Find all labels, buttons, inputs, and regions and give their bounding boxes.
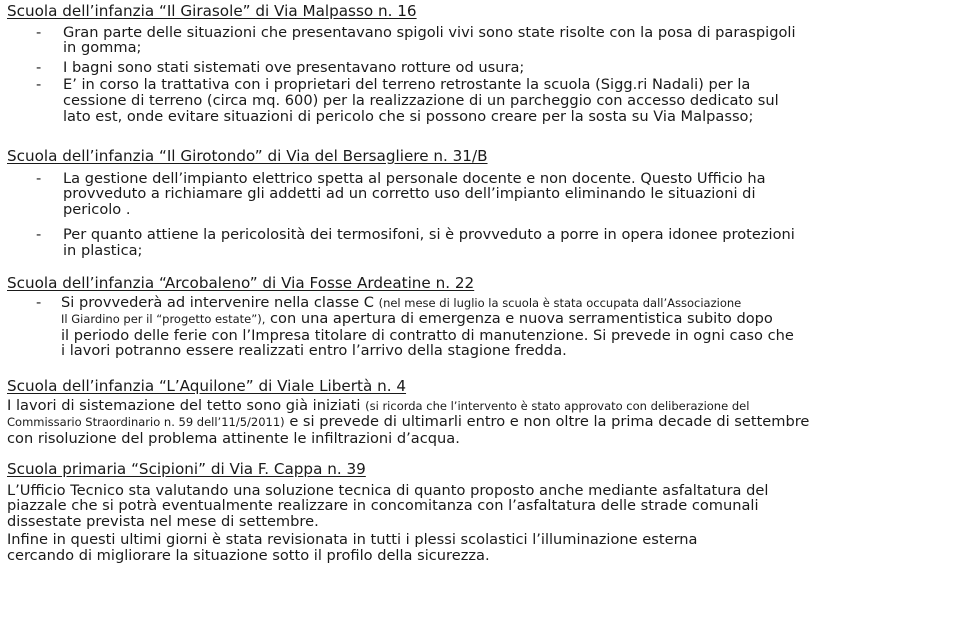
- list-item: [7, 171, 939, 218]
- item-line: lato est, onde evitare situazioni di pericolo che si possono creare per la sosta su Via Malpasso;: [63, 107, 754, 125]
- item-line: in gomma;: [63, 39, 142, 57]
- paragraph: [7, 398, 939, 447]
- para-line: Infine in questi ultimi giorni è stata revisionata in tutti i plessi scolastici l’illuminazione esterna: [7, 531, 698, 549]
- section-heading: Scuola primaria “Scipioni” di Via F. Cappa n. 39: [7, 460, 366, 478]
- para-note: Commissario Straordinario n. 59 dell’11/5/2011): [7, 415, 285, 430]
- section-girasole: [7, 4, 939, 124]
- bullet-dash: -: [36, 76, 42, 94]
- item-line: I bagni sono stati sistemati ove presentavano rotture od usura;: [63, 58, 525, 76]
- item-note: Il Giardino per il “progetto estate”),: [61, 312, 266, 327]
- item-text: con una apertura di emergenza e nuova serramentistica subito dopo: [270, 310, 773, 328]
- item-line: cessione di terreno (circa mq. 600) per la realizzazione di un parcheggio con accesso dedicato sul: [63, 91, 779, 109]
- section-heading: Scuola dell’infanzia “L’Aquilone” di Viale Libertà n. 4: [7, 377, 407, 395]
- para-text: e si prevede di ultimarli entro e non oltre la prima decade di settembre: [289, 413, 810, 431]
- item-text: Si provvederà ad intervenire nella classe C: [61, 293, 374, 311]
- section-heading: Scuola dell’infanzia “Arcobaleno” di Via Fosse Ardeatine n. 22: [7, 274, 475, 292]
- item-line: in plastica;: [63, 241, 143, 259]
- item-line: i lavori potranno essere realizzati entro l’arrivo della stagione fredda.: [61, 342, 567, 360]
- list-item: [7, 295, 939, 359]
- item-line: [61, 311, 939, 328]
- item-line: pericolo .: [63, 200, 131, 218]
- section-heading: Scuola dell’infanzia “Il Girotondo” di Via del Bersagliere n. 31/B: [7, 147, 488, 165]
- para-note: (si ricorda che l’intervento è stato approvato con deliberazione del: [365, 398, 750, 413]
- item-line: Gran parte delle situazioni che presentavano spigoli vivi sono state risolte con la posa di paraspigoli: [63, 23, 796, 41]
- para-text: I lavori di sistemazione del tetto sono già iniziati: [7, 396, 361, 414]
- section-heading: Scuola dell’infanzia “Il Girasole” di Via Malpasso n. 16: [7, 2, 417, 20]
- list-item: [7, 60, 939, 76]
- item-note: (nel mese di luglio la scuola è stata occupata dall’Associazione: [378, 295, 742, 310]
- list-item: [7, 77, 939, 124]
- section-scipioni: [7, 462, 939, 564]
- paragraph: [7, 532, 939, 563]
- para-line: dissestate prevista nel mese di settembre.: [7, 512, 319, 530]
- para-line: con risoluzione del problema attinente le infiltrazioni d’acqua.: [7, 429, 460, 447]
- bullet-dash: -: [36, 58, 42, 76]
- bullet-dash: -: [36, 169, 42, 187]
- para-line: L’Ufficio Tecnico sta valutando una soluzione tecnica di quanto proposto anche mediante asfaltatura del: [7, 481, 769, 499]
- item-line: [61, 295, 939, 312]
- section-arcobaleno: [7, 276, 939, 359]
- item-line: Per quanto attiene la pericolosità dei termosifoni, si è provveduto a porre in opera idonee protezioni: [63, 226, 795, 244]
- bullet-dash: -: [36, 23, 42, 41]
- para-line: piazzale che si potrà eventualmente realizzare in concomitanza con l’asfaltatura delle strade comunali: [7, 497, 759, 515]
- list-item: [7, 25, 939, 56]
- section-aquilone: [7, 379, 939, 446]
- para-line: cercando di migliorare la situazione sotto il profilo della sicurezza.: [7, 546, 490, 564]
- item-line: E’ in corso la trattativa con i proprietari del terreno retrostante la scuola (Sigg.ri Nadali) per la: [63, 76, 751, 94]
- section-girotondo: [7, 149, 939, 259]
- bullet-dash: -: [36, 226, 42, 244]
- item-line: La gestione dell’impianto elettrico spetta al personale docente e non docente. Questo Ufficio ha: [63, 169, 766, 187]
- item-line: provveduto a richiamare gli addetti ad un corretto uso dell’impianto eliminando le situazioni di: [63, 185, 756, 203]
- para-line: [7, 414, 939, 431]
- para-line: [7, 398, 939, 415]
- list-item: [7, 227, 939, 258]
- paragraph: [7, 483, 939, 530]
- item-line: il periodo delle ferie con l’Impresa titolare di contratto di manutenzione. Si prevede in ogni caso che: [61, 326, 794, 344]
- bullet-dash: -: [36, 293, 42, 311]
